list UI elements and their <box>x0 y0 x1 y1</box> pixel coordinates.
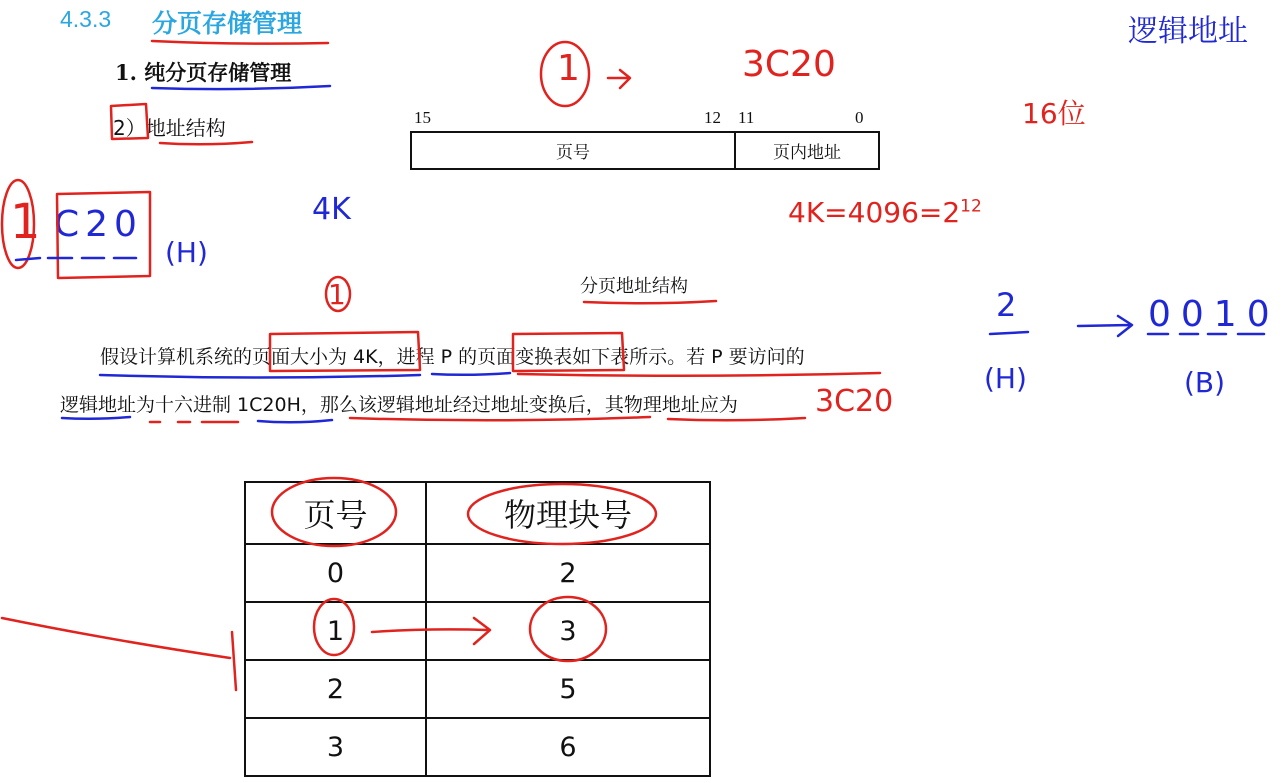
marker-box <box>111 104 148 139</box>
subsection-marker: 2） <box>113 116 146 140</box>
frame-number-cell: 2 <box>426 544 710 602</box>
bit-label-0: 0 <box>855 108 864 127</box>
page-number-cell: 3 <box>245 718 426 776</box>
subsection-underline <box>152 86 330 89</box>
page-size-box <box>270 332 420 371</box>
annotation-hex-suffix: (H) <box>165 236 208 269</box>
page-number-cell: 0 <box>245 544 426 602</box>
conversion-arrow <box>1078 316 1132 336</box>
fraction-bar <box>990 332 1028 334</box>
annotation-logical-address: 逻辑地址 <box>1128 14 1248 49</box>
section-number: 4.3.3 <box>60 6 112 32</box>
margin-stroke <box>2 618 236 690</box>
address-structure-underline <box>160 142 252 144</box>
annotation-two: 2 <box>996 286 1017 324</box>
frame-number-cell: 6 <box>426 718 710 776</box>
page-table-box <box>513 333 624 371</box>
arrow-annotation <box>608 70 630 88</box>
left-one-circle <box>2 180 34 268</box>
frame-number-cell: 3 <box>426 602 710 660</box>
para-underline <box>668 418 805 420</box>
mapping-arrow <box>372 618 490 644</box>
subsection-text: 地址结构 <box>145 116 226 140</box>
formula-exponent: 12 <box>960 196 982 217</box>
formula-base: 4K=4096=2 <box>788 196 961 229</box>
annotation-answer-inline: 3C20 <box>815 384 894 419</box>
para-underline <box>518 373 880 376</box>
annotation-16-bits: 16位 <box>1022 97 1086 130</box>
page-number-cell: 1 <box>245 602 426 660</box>
diagram-caption: 分页地址结构 <box>580 276 688 297</box>
page-number-cell: 2 <box>245 660 426 718</box>
annotation-caption-one: 1 <box>328 278 346 311</box>
annotation-answer-top: 3C20 <box>742 44 836 85</box>
page-offset-field: 页内地址 <box>773 143 841 163</box>
para-underline <box>432 373 510 375</box>
row-circle <box>530 597 606 661</box>
para-underline <box>62 417 130 419</box>
subsection-title: 1. 纯分页存储管理 <box>115 60 292 85</box>
section-title: 分页存储管理 <box>152 9 303 38</box>
page-number-field: 页号 <box>412 133 736 168</box>
page-number-header: 页号 <box>245 482 426 544</box>
caption-one-circle <box>326 277 350 311</box>
caption-underline <box>584 301 716 303</box>
c20-box <box>57 192 150 278</box>
para-underline <box>258 420 332 422</box>
title-underline <box>152 41 328 44</box>
problem-line-1: 假设计算机系统的页面大小为 4K，进程 P 的页面变换表如下表所示。若 P 要访问的 <box>100 346 805 368</box>
annotation-4k: 4K <box>312 192 351 227</box>
para-underline <box>100 375 420 378</box>
bit-label-12: 12 <box>704 108 721 127</box>
annotation-binary-suffix: (B) <box>1184 366 1226 399</box>
annotation-left-one: 1 <box>10 194 41 250</box>
header-circle <box>272 478 396 546</box>
bit-label-11: 11 <box>738 108 755 127</box>
frame-number-header: 物理块号 <box>426 482 710 544</box>
para-underline <box>350 417 650 420</box>
circle-annotation <box>541 42 589 106</box>
row-circle <box>314 599 354 655</box>
bit-label-15: 15 <box>414 108 431 127</box>
header-circle <box>468 484 656 544</box>
annotation-two-suffix: (H) <box>984 362 1027 395</box>
annotation-c20: C20 <box>54 204 143 245</box>
c20-dashes <box>16 258 136 260</box>
annotation-binary: 0010 <box>1148 294 1280 335</box>
problem-line-2: 逻辑地址为十六进制 1C20H，那么该逻辑地址经过地址变换后，其物理地址应为 <box>60 394 738 416</box>
annotation-circled-one: 1 <box>557 48 580 89</box>
frame-number-cell: 5 <box>426 660 710 718</box>
